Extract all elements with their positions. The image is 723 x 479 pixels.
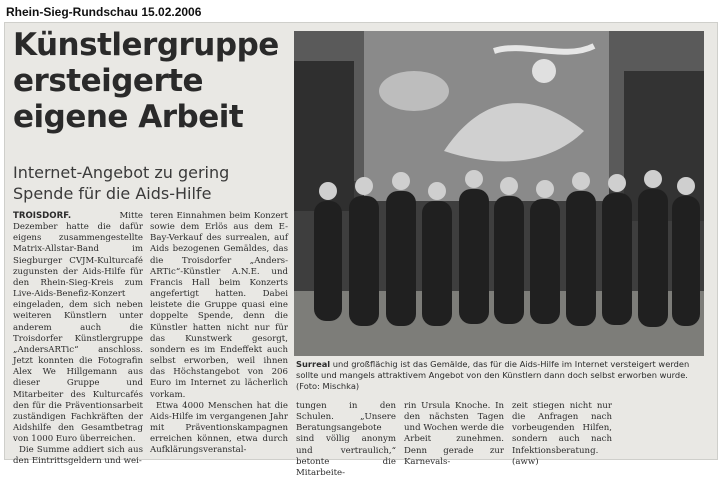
newspaper-clipping: [4, 22, 718, 478]
article-column-2: [150, 211, 288, 456]
article-column-1: [13, 211, 143, 468]
headline: Künstlergruppe ersteigerte eigene Arbeit: [13, 27, 279, 135]
group-photo-image: [294, 31, 704, 356]
caption-lead: Surreal: [296, 359, 331, 369]
article-column-3: tungen in den Schulen. „Unsere Beratungsangebote sind völlig anonym und vertraulich,“ betonte die Mitarbeite-: [296, 401, 396, 478]
article-text: Mitte Dezember hatte die dafür eigens zusammengestellte Matrix-Allstar-Band im Siegburger CVJM-Kulturcafé zugunsten der Aids-Hilfe für den Rhein-Sieg-Kreis zum Live-Aids-Benefiz-Konzert eingeladen, dem sich neben weiteren Künstlern unter anderem auch die Troisdorfer Künstlergruppe „AndersARTic“ anschloss. Jetzt konnten die Fotografin Alex We Hillgemann aus dieser Gruppe und Mitarbeiter des Kulturcafés den für die Präventionsarbeit zuständigen Fachkräften der Aidshilfe den Gesamtbetrag von 1000 Euro überreichen.: [13, 211, 143, 445]
article-column-4: rin Ursula Knoche. In den nächsten Tagen und Wochen werde die Arbeit zunehmen. Denn gerade zur Karnevals-: [404, 401, 504, 467]
article-paragraph: Etwa 4000 Menschen hat die Aids-Hilfe im vergangenen Jahr mit Präventionskampagnen erreichen können, etwa durch Aufklärungsveranstal-: [150, 400, 288, 456]
newspaper-source: Rhein-Sieg-Rundschau 15.02.2006: [6, 5, 202, 19]
article-paragraph: teren Einnahmen beim Konzert sowie dem Erlös aus dem E-Bay-Verkauf des surrealen, auf Aids bezogenen Gemäldes, das die Troisdorfer „Anders-ARTic“-Künstler A.N.E. und Francis Hall beim Konzerts angefertigt hatten. Dabei leistete die Gruppe quasi eine doppelte Spende, denn die Künstler hatten nicht nur für das Kunstwerk gesorgt, sondern es im Endeffekt auch selbst erworben, weil ihnen das Höchstangebot von 206 Euro im Internet zu lächerlich vorkam.: [150, 211, 288, 400]
group-photo: [294, 31, 704, 356]
subheadline: Internet-Angebot zu gering Spende für die Aids-Hilfe: [13, 163, 230, 203]
dateline: TROISDORF.: [13, 211, 72, 221]
article-column-5: zeit stiegen nicht nur die Anfragen nach vorbeugenden Hilfen, sondern auch nach Infektionsberatung. (aww): [512, 401, 612, 467]
article-paragraph: [13, 211, 143, 445]
photo-caption: [296, 359, 708, 392]
article-paragraph: Die Summe addiert sich aus den Eintrittsgeldern und wei-: [13, 445, 143, 467]
caption-text: und großflächig ist das Gemälde, das für die Aids-Hilfe im Internet versteigert werden sollte und mangels attraktivem Angebot von den Künstlern dann doch selbst erworben wurde. (Foto: Mischka): [296, 359, 690, 391]
